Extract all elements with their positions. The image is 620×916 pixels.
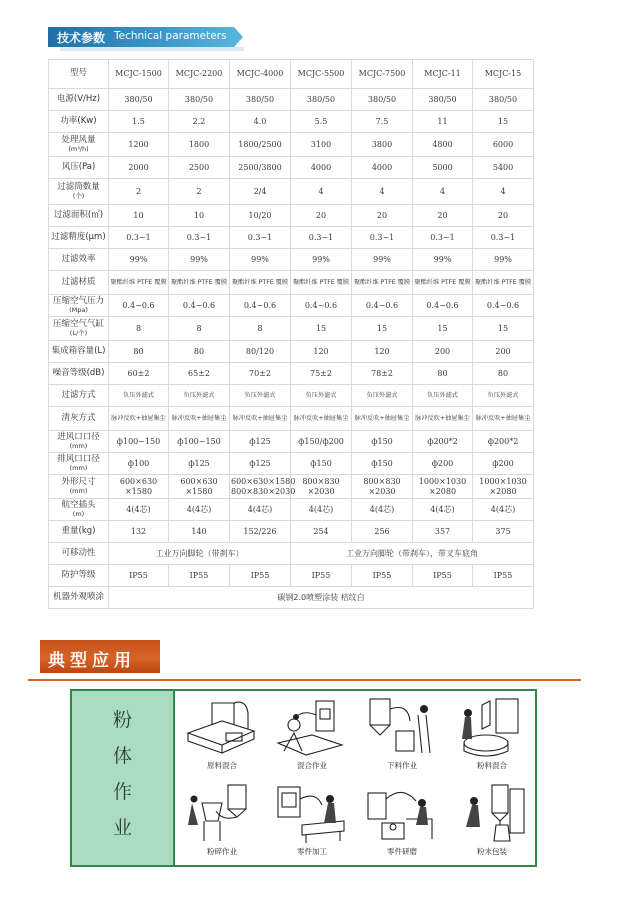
table-row [49,385,534,407]
side-char: 粉 [113,709,133,731]
row-label-text: 噪音等级(dB) [52,367,105,378]
table-cell: ф125 [169,453,230,475]
model-header-cell: MCJC-1500 [109,60,169,89]
table-row [49,249,534,271]
table-cell: IP55 [109,565,169,587]
table-cell: 脉冲反吹+抽屉集尘 [413,407,473,431]
table-cell: 4.0 [230,111,291,133]
application-item [449,693,535,775]
table-cell: 0.4~0.6 [169,295,230,317]
table-cell: 8 [109,317,169,341]
row-label-text: 过滤材质 [61,276,96,287]
application-title: 典型应用 [48,651,136,671]
table-cell: 380/50 [413,89,473,111]
table-cell: ф125 [230,431,291,453]
row-label-text: 过滤面积(㎡) [53,209,104,220]
table-cell: ф200*2 [473,431,534,453]
table-cell: 120 [352,341,413,363]
table-cell: 15 [473,111,534,133]
table-cell: 0.3~1 [352,227,413,249]
row-label-unit: (m³/h) [68,144,89,153]
mobility-row [49,543,534,565]
table-cell: 1200 [109,133,169,157]
table-cell: 380/50 [230,89,291,111]
table-cell: 60±2 [109,363,169,385]
table-cell: 负压外滤式 [291,385,352,407]
table-row [49,431,534,453]
table-cell: 80 [473,363,534,385]
row-label [49,587,109,609]
table-cell: 600×630×1580 800×830×2030 [230,475,291,499]
table-cell: 0.3~1 [230,227,291,249]
row-label-unit: (mm) [69,463,88,472]
table-cell: 脉冲反吹+抽屉集尘 [352,407,413,431]
model-header-cell: MCJC-5500 [291,60,352,89]
table-cell: IP55 [352,565,413,587]
table-cell: 600×630 ×1580 [109,475,169,499]
table-cell: 256 [352,521,413,543]
row-label [49,431,109,453]
table-cell: ф200*2 [413,431,473,453]
table-cell: 0.4~0.6 [473,295,534,317]
table-cell: 99% [230,249,291,271]
table-cell: 聚酯纤维 PTFE 覆膜 [291,271,352,295]
application-header [40,640,160,673]
row-label-text: 外形尺寸 [61,476,96,487]
table-cell: 4(4芯) [413,499,473,521]
table-row [49,89,534,111]
table-cell: 4(4芯) [291,499,352,521]
table-cell: 70±2 [230,363,291,385]
table-cell: 4(4芯) [169,499,230,521]
table-cell: 65±2 [169,363,230,385]
table-cell: 7.5 [352,111,413,133]
table-cell: 聚酯纤维 PTFE 覆膜 [230,271,291,295]
parts-grinding-illustration [362,781,442,845]
table-cell: 1000×1030 ×2080 [413,475,473,499]
application-box [70,689,537,867]
row-label-text: 电源(V/Hz) [56,93,101,104]
table-cell: 4 [291,179,352,205]
table-cell: 140 [169,521,230,543]
table-cell: 15 [473,317,534,341]
row-label-unit: (mm) [69,441,88,450]
table-cell: 聚酯纤维 PTFE 覆膜 [413,271,473,295]
row-label-text: 排风口口径 [57,453,100,464]
table-cell: 10 [109,205,169,227]
table-row [49,205,534,227]
table-cell: 15 [413,317,473,341]
row-label-text: 风压(Pa) [61,161,96,172]
row-label [49,60,109,89]
tech-params-title-cn: 技术参数 [57,31,106,45]
table-cell: 负压外滤式 [230,385,291,407]
table-cell: 2000 [109,157,169,179]
table-cell: 99% [473,249,534,271]
table-cell: 80 [109,341,169,363]
table-cell: 聚酯纤维 PTFE 覆膜 [473,271,534,295]
table-cell: 800×830 ×2030 [291,475,352,499]
table-cell: 聚酯纤维 PTFE 覆膜 [169,271,230,295]
tech-params-header [48,25,243,51]
table-row [49,317,534,341]
application-divider [28,679,581,681]
row-label [49,407,109,431]
table-cell: 0.3~1 [169,227,230,249]
parameter-table [48,59,534,609]
table-cell: 80/120 [230,341,291,363]
row-label [49,157,109,179]
powder-mixing-illustration [452,695,532,759]
table-cell: 380/50 [109,89,169,111]
table-cell: ф150 [352,453,413,475]
table-cell: 负压外滤式 [109,385,169,407]
table-cell: 脉冲反吹+抽屉集尘 [473,407,534,431]
table-row [49,295,534,317]
table-cell: IP55 [413,565,473,587]
row-label [49,295,109,317]
row-label-text: 型号 [69,68,87,79]
application-item [359,779,445,861]
table-cell: 99% [352,249,413,271]
table-row [49,133,534,157]
table-cell: 聚酯纤维 PTFE 覆膜 [109,271,169,295]
table-cell: 聚酯纤维 PTFE 覆膜 [352,271,413,295]
table-cell: 20 [413,205,473,227]
row-label-text: 过滤方式 [61,389,96,400]
row-label [49,249,109,271]
table-cell: 380/50 [169,89,230,111]
item-caption: 粉碎作业 [207,847,237,856]
row-label-text: 过滤效率 [61,253,96,264]
row-label [49,341,109,363]
table-cell: 0.3~1 [109,227,169,249]
table-row [49,111,534,133]
table-cell: 99% [413,249,473,271]
item-caption: 混合作业 [297,761,327,770]
application-item [269,779,355,861]
item-caption: 零件研磨 [387,847,417,856]
table-cell: 375 [473,521,534,543]
table-cell: 脉冲反吹+抽屉集尘 [109,407,169,431]
table-cell: 20 [473,205,534,227]
table-cell: 5.5 [291,111,352,133]
row-label-unit: (L/个) [69,328,88,337]
table-cell: 800×830 ×2030 [352,475,413,499]
table-cell: 0.4~0.6 [230,295,291,317]
table-cell: 0.4~0.6 [352,295,413,317]
table-cell: ф150 [291,453,352,475]
row-label-unit: (Mpa) [69,305,88,314]
table-row [49,179,534,205]
raw-mixing-illustration [182,695,262,759]
table-cell: 1800/2500 [230,133,291,157]
header-notch [234,27,243,47]
table-cell: 4 [352,179,413,205]
table-cell: 3100 [291,133,352,157]
model-header-cell: MCJC-7500 [352,60,413,89]
row-label-text: 压缩空气气缸 [52,318,104,329]
item-caption: 零件加工 [297,847,327,856]
crushing-operation-illustration [182,781,262,845]
table-cell: 4(4芯) [473,499,534,521]
table-cell: 脉冲反吹+抽屉集尘 [169,407,230,431]
parts-machining-illustration [272,781,352,845]
table-cell: 负压外滤式 [473,385,534,407]
table-cell: ф125 [230,453,291,475]
row-label [49,317,109,341]
table-cell: 1000×1030 ×2080 [473,475,534,499]
table-cell: 4 [413,179,473,205]
item-caption: 粉末包装 [477,847,507,856]
protection-row [49,565,534,587]
row-label-text: 集成箱容量(L) [51,345,106,356]
table-row [49,341,534,363]
table-cell: 10 [169,205,230,227]
table-cell: 5400 [473,157,534,179]
table-cell: 负压外滤式 [413,385,473,407]
table-cell: ф200 [413,453,473,475]
table-row [49,475,534,499]
table-cell: 0.4~0.6 [413,295,473,317]
table-cell: IP55 [291,565,352,587]
row-label [49,475,109,499]
row-label [49,565,109,587]
table-cell: 0.4~0.6 [291,295,352,317]
row-label [49,453,109,475]
application-item [179,693,265,775]
row-label [49,521,109,543]
table-cell: 4(4芯) [352,499,413,521]
item-caption: 原料混合 [207,761,237,770]
table-row [49,227,534,249]
row-label-text: 重量(kg) [61,525,96,536]
table-cell: 120 [291,341,352,363]
row-label-text: 防护等级 [61,569,96,580]
table-cell: 6000 [473,133,534,157]
appearance-cell: 碳钢2.0喷塑涂装 桔纹白 [109,587,534,609]
table-cell: 4 [473,179,534,205]
table-cell: 负压外滤式 [169,385,230,407]
table-cell: 357 [413,521,473,543]
table-cell: 2/4 [230,179,291,205]
table-cell: ф150/ф200 [291,431,352,453]
table-cell: 99% [109,249,169,271]
row-label [49,385,109,407]
table-cell: 2 [169,179,230,205]
table-cell: 380/50 [473,89,534,111]
row-label-text: 处理风量 [61,134,96,145]
table-cell: 132 [109,521,169,543]
table-cell: 10/20 [230,205,291,227]
side-char: 体 [113,745,133,767]
application-item [449,779,535,861]
table-cell: ф150 [352,431,413,453]
model-header-cell: MCJC-2200 [169,60,230,89]
table-cell: 4(4芯) [109,499,169,521]
table-cell: 脉冲反吹+抽屉集尘 [230,407,291,431]
table-cell: ф100~150 [169,431,230,453]
table-cell: 4000 [352,157,413,179]
table-cell: 200 [413,341,473,363]
table-cell: 4800 [413,133,473,157]
table-row [49,157,534,179]
table-cell: 75±2 [291,363,352,385]
table-row [49,363,534,385]
table-cell: 80 [169,341,230,363]
table-cell: 78±2 [352,363,413,385]
table-cell: IP55 [169,565,230,587]
application-item [269,693,355,775]
discharge-operation-illustration [362,695,442,759]
table-cell: 380/50 [352,89,413,111]
table-cell: 99% [291,249,352,271]
row-label-text: 过滤筒数量 [57,181,100,192]
row-label [49,271,109,295]
table-cell: 脉冲反吹+抽屉集尘 [291,407,352,431]
row-label [49,89,109,111]
appearance-row [49,587,534,609]
table-cell: IP55 [230,565,291,587]
table-cell: 5000 [413,157,473,179]
row-label-unit: (mm) [69,486,88,495]
table-cell: 380/50 [291,89,352,111]
side-char: 业 [113,817,133,839]
row-label [49,227,109,249]
table-row [49,271,534,295]
powder-packaging-illustration [452,781,532,845]
table-cell: 2.2 [169,111,230,133]
table-cell: ф100~150 [109,431,169,453]
header-shadow [60,47,244,51]
table-cell: 8 [169,317,230,341]
table-cell: 0.4~0.6 [109,295,169,317]
table-cell: 152/226 [230,521,291,543]
side-char: 作 [113,781,133,803]
table-cell: 1800 [169,133,230,157]
row-label-text: 过滤精度(μm) [51,231,106,242]
table-cell: 负压外滤式 [352,385,413,407]
row-label [49,363,109,385]
item-caption: 下料作业 [387,761,417,770]
table-cell: 80 [413,363,473,385]
table-row [49,521,534,543]
row-label [49,205,109,227]
application-side-panel [72,691,175,865]
table-body [49,60,534,609]
row-label-text: 压缩空气压力 [52,295,104,306]
table-cell: ф200 [473,453,534,475]
table-cell: 8 [230,317,291,341]
application-items [177,691,535,865]
table-cell: ф100 [109,453,169,475]
row-label-text: 机器外观喷涂 [52,591,104,602]
table-header-row [49,60,534,89]
row-label [49,179,109,205]
row-label [49,499,109,521]
table-row [49,499,534,521]
table-row [49,453,534,475]
mobility-cell-left: 工业万向脚轮（带刹车） [109,543,291,565]
row-label-text: 可移动性 [61,547,96,558]
mobility-cell-right: 工业万向脚轮（带刹车），带叉车底角 [291,543,534,565]
table-cell: 20 [352,205,413,227]
table-row [49,407,534,431]
row-label-text: 航空插头 [61,499,96,510]
table-cell: 20 [291,205,352,227]
table-cell: 254 [291,521,352,543]
model-header-cell: MCJC-15 [473,60,534,89]
table-cell: 15 [291,317,352,341]
table-cell: 200 [473,341,534,363]
table-cell: 11 [413,111,473,133]
table-cell: 2500/3800 [230,157,291,179]
table-cell: 99% [169,249,230,271]
model-header-cell: MCJC-4000 [230,60,291,89]
table-cell: 600×630 ×1580 [169,475,230,499]
row-label-text: 清灰方式 [61,412,96,423]
row-label-text: 进风口口径 [57,431,100,442]
row-label-unit: (个) [72,191,85,200]
row-label [49,543,109,565]
application-item [179,779,265,861]
model-header-cell: MCJC-11 [413,60,473,89]
table-cell: 2500 [169,157,230,179]
table-cell: 15 [352,317,413,341]
table-cell: 4(4芯) [230,499,291,521]
table-cell: 1.5 [109,111,169,133]
item-caption: 粉料混合 [477,761,507,770]
row-label-text: 功率(Kw) [60,115,97,126]
row-label [49,133,109,157]
table-cell: IP55 [473,565,534,587]
table-cell: 2 [109,179,169,205]
table-cell: 0.3~1 [413,227,473,249]
row-label-unit: (m) [72,509,85,518]
row-label [49,111,109,133]
table-cell: 3800 [352,133,413,157]
application-item [359,693,445,775]
table-cell: 0.3~1 [473,227,534,249]
mixing-operation-illustration [272,695,352,759]
table-cell: 0.3~1 [291,227,352,249]
table-cell: 4000 [291,157,352,179]
tech-params-title-en: Technical parameters [114,30,227,42]
